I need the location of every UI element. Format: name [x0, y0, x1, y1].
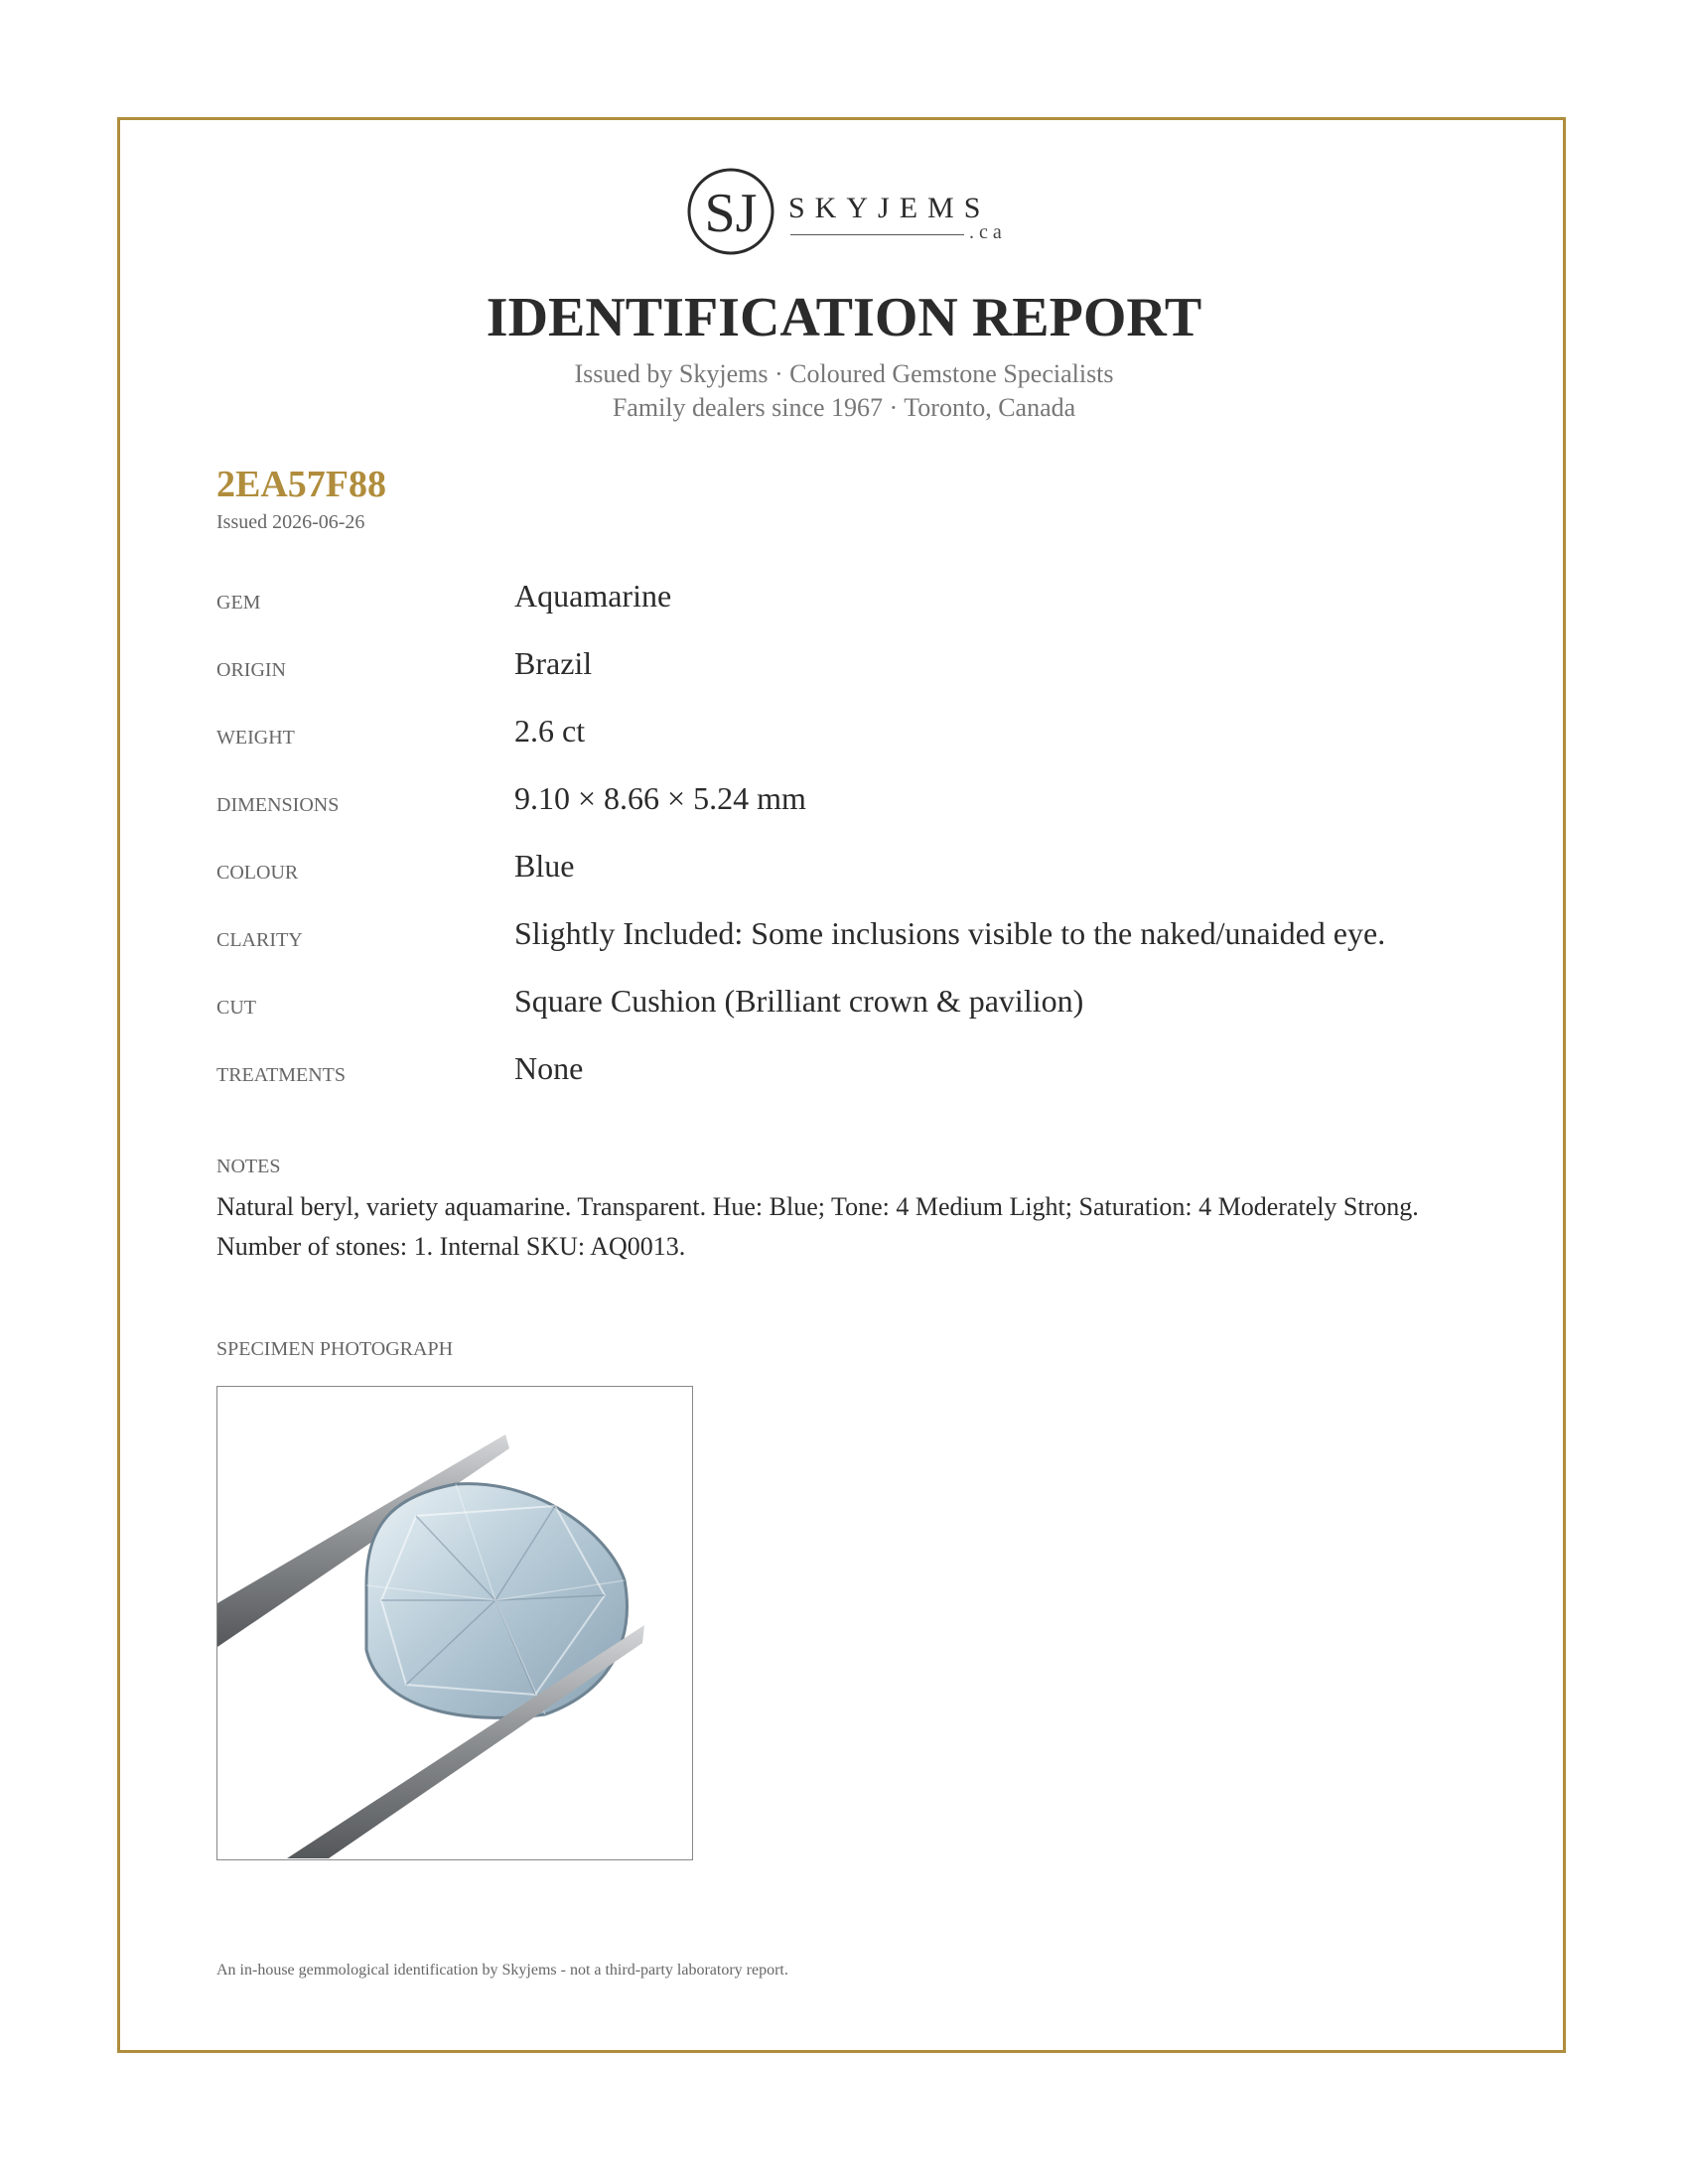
- report-title: IDENTIFICATION REPORT: [486, 287, 1202, 348]
- field-row-gem: [216, 578, 1507, 627]
- field-value: Blue: [514, 848, 575, 884]
- field-row-cut: [216, 983, 1507, 1032]
- issuer-line: Issued by Skyjems · Coloured Gemstone Specialists: [574, 359, 1114, 388]
- skyjems-logo: [685, 164, 1007, 263]
- field-value: 9.10 × 8.66 × 5.24 mm: [514, 780, 806, 816]
- field-label: WEIGHT: [216, 727, 295, 749]
- field-value: Slightly Included: Some inclusions visible to the naked/unaided eye.: [514, 915, 1386, 951]
- field-row-treatments: [216, 1050, 1507, 1100]
- field-label: CUT: [216, 997, 256, 1019]
- issued-date: Issued 2026-06-26: [216, 511, 365, 533]
- photo-label: SPECIMEN PHOTOGRAPH: [216, 1338, 454, 1360]
- brand-name: SKYJEMS: [788, 192, 991, 224]
- aquamarine-gem-icon: [217, 1387, 691, 1858]
- disclaimer-footer: An in-house gemmological identification by Skyjems - not a third-party laboratory report.: [216, 1962, 788, 1979]
- field-row-origin: [216, 645, 1507, 695]
- specimen-photo: [216, 1386, 693, 1860]
- field-label: TREATMENTS: [216, 1064, 346, 1086]
- field-row-weight: [216, 713, 1507, 762]
- notes-text: Natural beryl, variety aquamarine. Transparent. Hue: Blue; Tone: 4 Medium Light; Saturation: 4 Moderately Strong. Number of stones: 1. Internal SKU: AQ0013.: [216, 1192, 1419, 1261]
- monogram-text: SJ: [704, 183, 758, 244]
- field-label: COLOUR: [216, 862, 299, 884]
- field-value: Square Cushion (Brilliant crown & pavilion): [514, 983, 1084, 1019]
- field-label: CLARITY: [216, 929, 303, 951]
- field-value: Brazil: [514, 645, 593, 681]
- field-row-clarity: [216, 915, 1507, 965]
- field-value: None: [514, 1050, 584, 1086]
- sj-monogram-icon: [685, 164, 784, 263]
- field-value: Aquamarine: [514, 578, 672, 614]
- field-row-colour: [216, 848, 1507, 897]
- report-id: 2EA57F88: [216, 464, 386, 505]
- field-value: 2.6 ct: [514, 713, 586, 749]
- field-label: DIMENSIONS: [216, 794, 340, 816]
- field-label: GEM: [216, 592, 261, 614]
- field-label: ORIGIN: [216, 659, 286, 681]
- dealer-line: Family dealers since 1967 · Toronto, Canada: [612, 393, 1076, 422]
- field-row-dimensions: [216, 780, 1507, 830]
- brand-rule: [790, 234, 964, 235]
- notes-label: NOTES: [216, 1156, 281, 1177]
- brand-tld: .ca: [969, 221, 1007, 243]
